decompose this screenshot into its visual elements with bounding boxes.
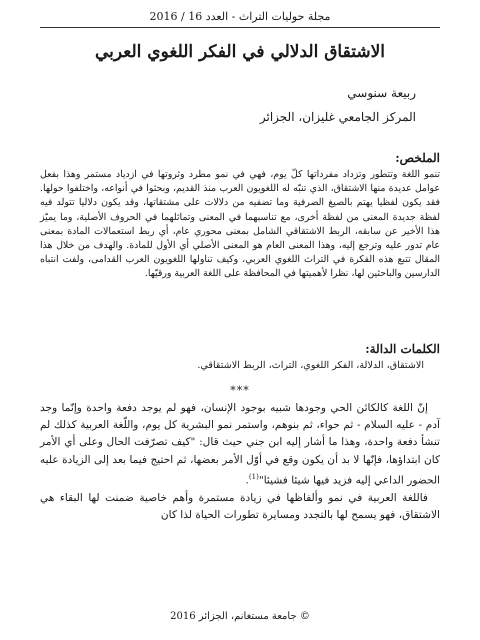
abstract-label: الملخص: (395, 151, 440, 165)
running-header: مجلة حوليات التراث - العدد 16 / 2016 (40, 10, 440, 28)
author-name: ربيعة سنوسي (347, 86, 416, 100)
body-text (40, 400, 440, 524)
author-affiliation: المركز الجامعي غليزان، الجزائر (259, 110, 416, 124)
keywords-text: الاشتقاق، الدلالة، الفكر اللغوي، التراث، الربط الاشتقاقي. (197, 360, 424, 371)
article-title: الاشتقاق الدلالي في الفكر اللغوي العربي (95, 42, 385, 62)
keywords-label: الكلمات الدالة: (365, 342, 440, 356)
body-paragraph-1: إنّ اللغة كالكائن الحي وجودها شبيه بوجود الإنسان، فهو لم يوجد دفعة واحدة وإنّما وجد آدم - عليه السلام - ثم حواء، ثم بنوهم، واستمر نمو البشرية كل يوم، واللّغة العربية كذلك لم تنشأ دفعة واحدة، وهذا ما أشار إليه ابن جني حيث قال: "كيف تصرّفت الحال وعلى أي الأمر كان ابتداؤها، فإنّها لا بد أن يكون وقع في أوّل الأمر بعضها، ثم احتيج فيما بعد إلى الزيادة عليه الحضور الداعي إليه فزيد فيها شيئا فشيئا"$^{(1)}$. (40, 402, 440, 487)
abstract-text: تنمو اللغة وتتطور وتزداد مفرداتها كلّ يوم، فهي في نمو مطرد وثروتها في ازدياد مستمر وهذا بفعل عوامل عديدة منها الاشتقاق، الذي تنبّه له اللغويون العرب منذ القديم، وبحثوا في أنواعه، واختلفوا حولها. فقد يكون لفظيا يهتم بالصيغ الصرفية وما تضفيه من دلالات على مشتقاتها، وقد يكون دلاليا تتولد فيه لفظة جديدة المعنى من لفظة أخرى، مع تناسبهما في المعنى وتماثلهما في الحروف الأصلية، وما يميّز هذا الأخير عن سابقه، الربط الاشتقاقي الشامل بمعنى محوري عام، أي ربط استعمالات المادة بمعنى عام تدور عليه وترجع إليه، وهذا المعنى العام هو المعنى الأصلي أي الأول للمادة. والهدف من خلال هذا المقال تتبع هذه الفكرة في التراث اللغوي العربي، وكيف تناولها اللغويون العرب القدامى، ولفت انتباه الدارسين والباحثين لها، نظرا لأهميتها في المحافظة على اللغة العربية ورقيّها. (40, 169, 440, 280)
body-paragraph-2: فاللغة العربية في نمو وألفاظها في زيادة مستمرة وأهم خاصية ضمنت لها البقاء هي الاشتقاق، فهو يسمح لها بالتجدد ومسايرة تطورات الحياة لذا كان (40, 491, 440, 521)
body-paragraph-1-text: إنّ اللغة كالكائن الحي وجودها شبيه بوجود الإنسان، فهو لم يوجد دفعة واحدة وإنّما وجد آدم - عليه السلام - ثم حواء، ثم بنوهم، واستمر نمو البشرية كل يوم، واللّغة العربية كذلك لم تنشأ دفعة واحدة، وهذا ما أشار إليه ابن جني حيث قال: "كيف تصرّفت الحال وعلى أي الأمر كان ابتداؤها، فإنّها لا بد أن يكون وقع في أوّل الأمر بعضها، ثم احتيج فيما بعد إلى الزيادة عليه الحضور الداعي إليه فزيد فيها شيئا فشيئا" (40, 402, 440, 487)
footnote-ref[interactable]: (1) (248, 472, 259, 481)
page-footer: © جامعة مستغانم، الجزائر 2016 (170, 611, 310, 622)
section-separator: *** (230, 384, 250, 397)
